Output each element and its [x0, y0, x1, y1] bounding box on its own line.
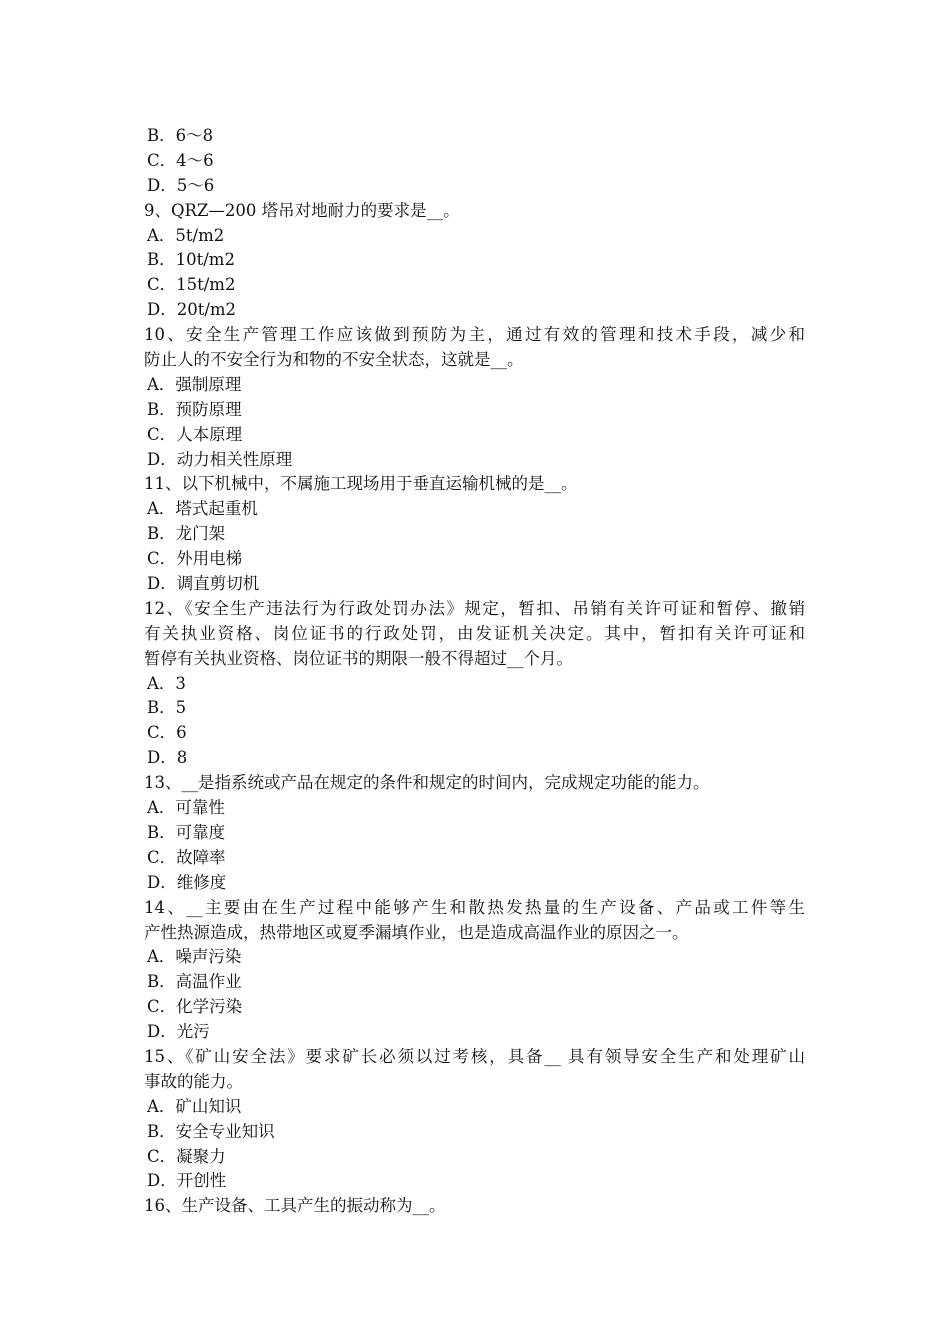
answer-option: C．外用电梯 — [147, 549, 243, 569]
answer-option: D．8 — [147, 748, 188, 768]
answer-option: D．动力相关性原理 — [147, 449, 293, 469]
answer-option: B．预防原理 — [147, 399, 242, 419]
answer-option: C．15t/m2 — [147, 275, 236, 295]
answer-option: A．3 — [147, 673, 186, 693]
question-text-line: 有关执业资格、岗位证书的行政处罚，由发证机关决定。其中，暂扣有关许可证和 — [144, 623, 805, 643]
answer-option: C．6 — [147, 723, 187, 743]
question-text-line: 产性热源造成，热带地区或夏季漏填作业，也是造成高温作业的原因之一。 — [144, 922, 689, 942]
question-text-line: 10、安全生产管理工作应该做到预防为主，通过有效的管理和技术手段，减少和 — [144, 325, 805, 345]
answer-option: C．凝聚力 — [147, 1146, 226, 1166]
answer-option: C．故障率 — [147, 847, 226, 867]
exam-question-list — [0, 124, 950, 1219]
answer-option: D．光污 — [147, 1022, 210, 1042]
question-text-line: 12、《安全生产违法行为行政处罚办法》规定，暂扣、吊销有关许可证和暂停、撤销 — [144, 598, 805, 618]
answer-option: A．强制原理 — [147, 374, 242, 394]
answer-option: B．安全专业知识 — [147, 1121, 275, 1141]
answer-option: B．龙门架 — [147, 524, 226, 544]
answer-option: A．噪声污染 — [147, 947, 242, 967]
answer-option: C．4～6 — [147, 150, 214, 170]
answer-option: A．可靠性 — [147, 798, 225, 818]
question-text-line: 16、生产设备、工具产生的振动称为__。 — [144, 1196, 446, 1216]
question-text-line: 暂停有关执业资格、岗位证书的期限一般不得超过__个月。 — [144, 648, 573, 668]
answer-option: A．塔式起重机 — [147, 499, 258, 519]
question-text-line: 13、__是指系统或产品在规定的条件和规定的时间内，完成规定功能的能力。 — [144, 773, 710, 793]
answer-option: C．化学污染 — [147, 997, 243, 1017]
answer-option: B．6～8 — [147, 126, 214, 145]
answer-option: B．5 — [147, 698, 187, 718]
answer-option: A．5t/m2 — [147, 225, 225, 245]
answer-option: D．维修度 — [147, 872, 227, 892]
question-text-line: 14、__主要由在生产过程中能够产生和散热发热量的生产设备、产品或工件等生 — [144, 897, 805, 917]
answer-option: C．人本原理 — [147, 424, 243, 444]
answer-option: B．可靠度 — [147, 822, 226, 842]
answer-option: B．10t/m2 — [147, 250, 235, 270]
answer-option: A．矿山知识 — [147, 1096, 242, 1116]
question-text-line: 防止人的不安全行为和物的不安全状态，这就是__。 — [144, 350, 524, 370]
question-text-line: 事故的能力。 — [144, 1071, 243, 1091]
question-text-line: 15、《矿山安全法》要求矿长必须以过考核，具备__ 具有领导安全生产和处理矿山 — [144, 1046, 805, 1066]
answer-option: D．20t/m2 — [147, 300, 237, 320]
answer-option: B．高温作业 — [147, 972, 242, 992]
answer-option: D．开创性 — [147, 1171, 227, 1191]
question-text-line: 9、QRZ—200 塔吊对地耐力的要求是__。 — [144, 200, 460, 220]
answer-option: D．调直剪切机 — [147, 574, 260, 594]
answer-option: D．5～6 — [147, 175, 215, 195]
question-text-line: 11、以下机械中，不属施工现场用于垂直运输机械的是__。 — [144, 474, 578, 494]
